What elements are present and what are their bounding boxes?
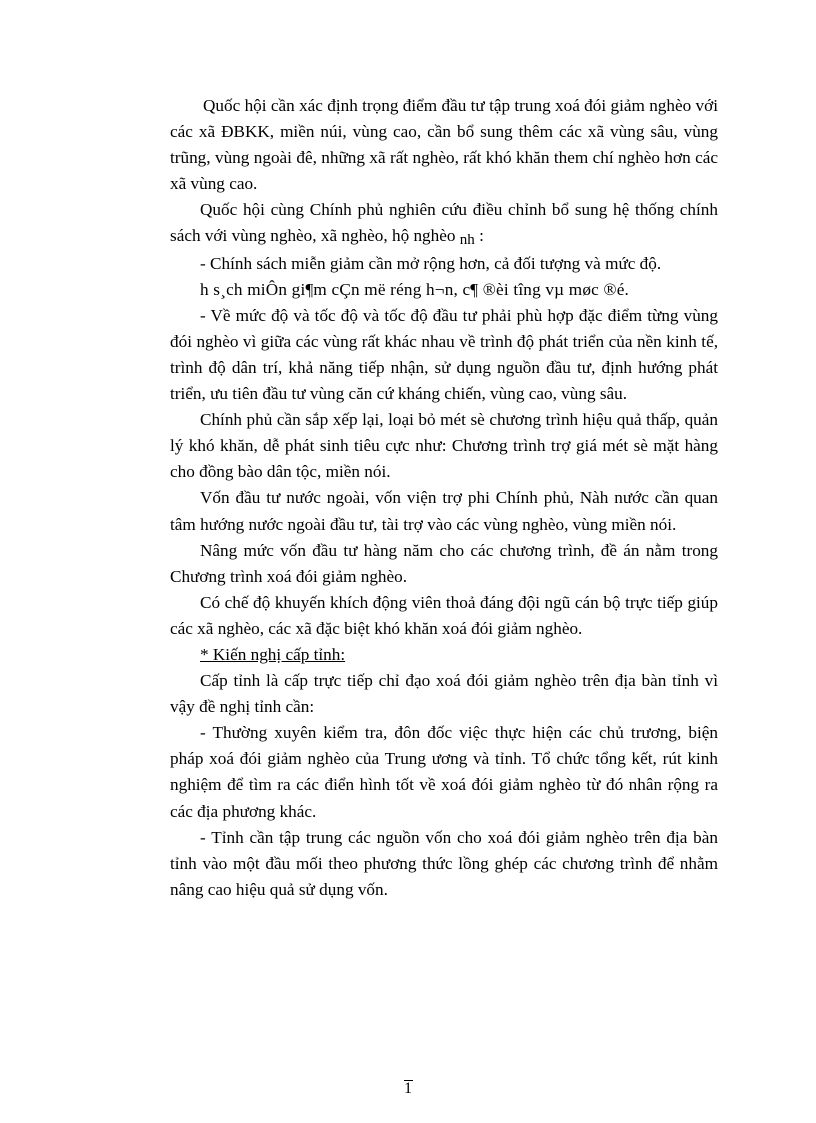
paragraph-5: Chính phủ cần sắp xếp lại, loại bỏ mét sè chương trình hiệu quả thấp, quản lý khó khăn, dễ phát sinh tiêu cực như: Chương trình trợ giá mét sè mặt hàng cho đồng bào dân tộc, miền nói. [170,410,718,482]
document-body [170,93,718,903]
paragraph-3: - Chính sách miễn giảm cần mở rộng hơn, cả đối tượng và mức độ. [200,253,662,273]
paragraph-8: Có chế độ khuyến khích động viên thoả đáng đội ngũ cán bộ trực tiếp giúp các xã nghèo, các xã đặc biệt khó khăn xoá đói giảm nghèo. [170,592,718,638]
inline-fragment: nh [459,232,475,249]
section-heading [170,642,718,668]
paragraph-9: Cấp tỉnh là cấp trực tiếp chỉ đạo xoá đói giảm nghèo trên địa bàn tỉnh vì vậy đề nghị tỉnh cần: [170,671,718,717]
paragraph-1: Quốc hội cần xác định trọng điểm đầu tư tập trung xoá đói giảm nghèo với các xã ĐBKK, miền núi, vùng cao, cần bổ sung thêm các xã vùng sâu, vùng trũng, vùng ngoài đê, những xã rất nghèo, rất khó khăn them chí nghèo hơn các xã vùng cao. [170,96,718,194]
page-number: 1 [404,1080,412,1097]
page-footer [0,1080,816,1098]
paragraph-2 [170,197,718,250]
paragraph-11: - Tỉnh cần tập trung các nguồn vốn cho xoá đói giảm nghèo trên địa bàn tỉnh vào một đầu mối theo phương thức lồng ghép các chương trình để nhằm nâng cao hiệu quả sử dụng vốn. [170,827,718,899]
section-heading-text: * Kiến nghị cấp tỉnh: [200,644,346,664]
paragraph-7: Nâng mức vốn đầu tư hàng năm cho các chương trình, đề án nằm trong Chương trình xoá đói giảm nghèo. [170,540,718,586]
paragraph-6: Vốn đầu tư nước ngoài, vốn viện trợ phi Chính phủ, Nàh nước cần quan tâm hướng nước ngoài đầu tư, tài trợ vào các vùng nghèo, vùng miền nói. [170,488,718,534]
paragraph-4: - Về mức độ và tốc độ và tốc độ đầu tư phải phù hợp đặc điểm từng vùng đói nghèo vì giữa các vùng rất khác nhau về trình độ phát triển của nền kinh tế, trình độ dân trí, khả năng tiếp nhận, sử dụng nguồn đầu tư, định hướng phát triển, ưu tiên đầu tư vùng căn cứ kháng chiến, vùng cao, vùng sâu. [170,305,718,404]
paragraph-10: - Thường xuyên kiểm tra, đôn đốc việc thực hiện các chủ trương, biện pháp xoá đói giảm nghèo của Trung ương và tỉnh. Tổ chức tổng kết, rút kinh nghiệm để tìm ra các điển hình tốt về xoá đói giảm nghèo từ đó nhân rộng ra các địa phương khác. [170,723,718,821]
paragraph-garbled: h s¸ch miÔn gi¶m cÇn më réng h¬n, c¶ ®èi tîng vµ møc ®é. [200,279,630,299]
paragraph-2-text: Quốc hội cùng Chính phủ nghiên cứu điều chỉnh bổ sung hệ thống chính sách với vùng nghèo, xã nghèo, hộ nghèo [170,200,718,246]
inline-suffix: : [474,226,484,246]
